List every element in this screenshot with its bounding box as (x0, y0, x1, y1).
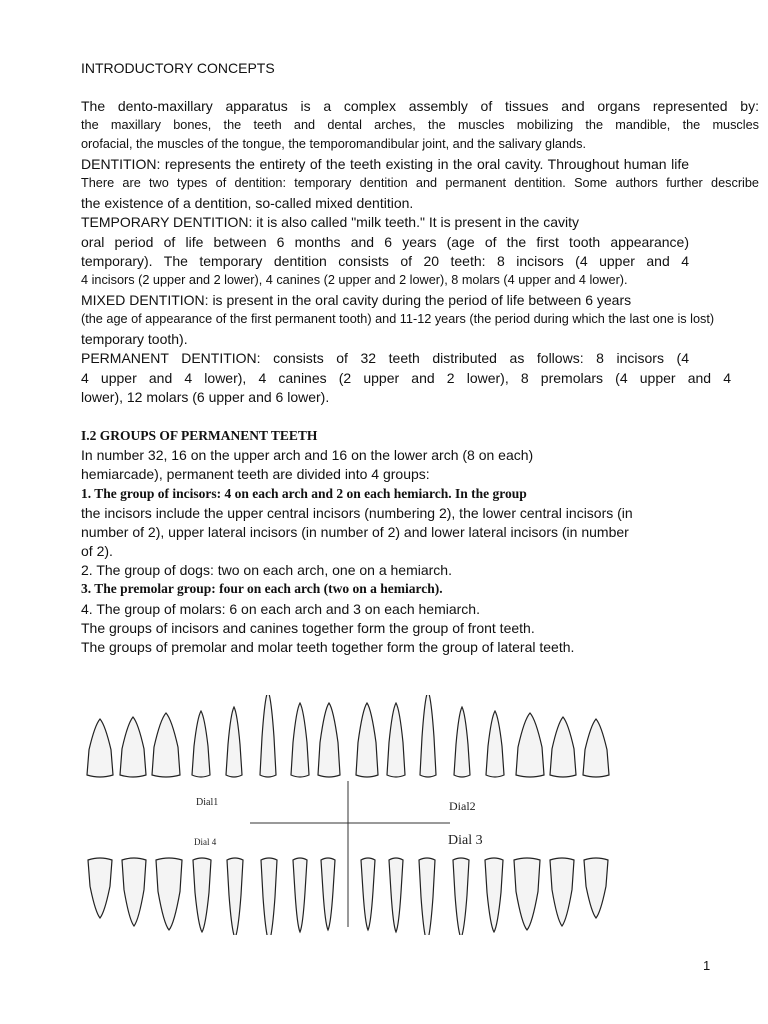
lower-tooth (261, 858, 277, 935)
lower-tooth (453, 858, 469, 935)
upper-arch (87, 695, 609, 777)
body-line: oral period of life between 6 months and 6 years (age of the first tooth appearance) (81, 234, 689, 250)
dial3-label: Dial 3 (448, 833, 483, 848)
body-line: PERMANENT DENTITION: consists of 32 teeth distributed as follows: 8 incisors (4 (81, 350, 689, 366)
upper-tooth (583, 719, 609, 777)
page-number: 1 (703, 958, 711, 973)
body-line: lower), 12 molars (6 upper and 6 lower). (81, 389, 330, 405)
body-line: the maxillary bones, the teeth and dental arches, the muscles mobilizing the mandible, the muscles (81, 118, 759, 132)
upper-tooth (226, 707, 242, 777)
section-line: 2. The group of dogs: two on each arch, one on a hemiarch. (81, 562, 452, 578)
section-line: of 2). (81, 543, 113, 559)
upper-tooth (550, 717, 576, 777)
lower-tooth (293, 858, 307, 932)
body-line: There are two types of dentition: temporary dentition and permanent dentition. Some authors further describe (81, 176, 759, 190)
body-line: TEMPORARY DENTITION: it is also called "milk teeth." It is present in the cavity (81, 214, 580, 230)
lower-tooth (389, 858, 403, 932)
body-line: (the age of appearance of the first permanent tooth) and 11-12 years (the period during which the last one is lost) (81, 312, 715, 326)
section-heading: I.2 GROUPS OF PERMANENT TEETH (81, 428, 318, 443)
upper-tooth (120, 717, 146, 777)
body-line: temporary). The temporary dentition consists of 20 teeth: 8 incisors (4 upper and 4 (81, 253, 689, 269)
body-line: DENTITION: represents the entirety of the teeth existing in the oral cavity. Throughout human life (81, 156, 689, 172)
dentition-diagram (78, 695, 618, 940)
lower-tooth (485, 858, 503, 932)
upper-tooth (356, 703, 378, 777)
section-line: number of 2), upper lateral incisors (in number of 2) and lower lateral incisors (in number (81, 524, 629, 540)
lower-tooth (122, 858, 146, 926)
teeth-illustration (78, 695, 618, 935)
lower-tooth (584, 858, 608, 918)
body-line: 4 upper and 4 lower), 4 canines (2 upper and 2 lower), 8 premolars (4 upper and 4 (81, 370, 731, 386)
body-line: the existence of a dentition, so-called mixed dentition. (81, 195, 414, 211)
section-line: the incisors include the upper central incisors (numbering 2), the lower central incisors (in (81, 505, 633, 521)
body-line: The dento-maxillary apparatus is a complex assembly of tissues and organs represented by: (81, 98, 759, 114)
page-title: INTRODUCTORY CONCEPTS (81, 60, 275, 76)
lower-tooth (88, 858, 112, 918)
lower-tooth (550, 858, 574, 926)
section-line: 1. The group of incisors: 4 on each arch and 2 on each hemiarch. In the group (81, 486, 527, 501)
upper-tooth (516, 713, 544, 777)
lower-tooth (419, 858, 435, 935)
lower-tooth (321, 858, 335, 930)
lower-tooth (193, 858, 211, 932)
section-line: In number 32, 16 on the upper arch and 16 on the lower arch (8 on each) (81, 447, 534, 463)
upper-tooth (260, 695, 276, 777)
upper-tooth (420, 695, 436, 777)
upper-tooth (291, 703, 309, 777)
upper-tooth (387, 703, 405, 777)
upper-tooth (87, 719, 113, 777)
upper-tooth (152, 713, 180, 777)
lower-tooth (156, 858, 182, 930)
lower-tooth (361, 858, 375, 930)
dial1-label: Dial1 (196, 797, 219, 808)
body-line: orofacial, the muscles of the tongue, the temporomandibular joint, and the salivary glands. (81, 137, 586, 151)
body-line: temporary tooth). (81, 331, 188, 347)
upper-tooth (454, 707, 470, 777)
dial2-label: Dial2 (449, 799, 476, 813)
section-line: 4. The group of molars: 6 on each arch and 3 on each hemiarch. (81, 601, 480, 617)
body-line: 4 incisors (2 upper and 2 lower), 4 canines (2 upper and 2 lower), 8 molars (4 upper and 4 lower). (81, 273, 628, 287)
dial4-label: Dial 4 (194, 837, 217, 847)
upper-tooth (192, 711, 210, 777)
body-line: MIXED DENTITION: is present in the oral cavity during the period of life between 6 years (81, 292, 632, 308)
section-line: 3. The premolar group: four on each arch (two on a hemiarch). (81, 581, 443, 596)
section-line: The groups of incisors and canines together form the group of front teeth. (81, 620, 535, 636)
upper-tooth (486, 711, 504, 777)
section-line: hemiarcade), permanent teeth are divided into 4 groups: (81, 466, 430, 482)
upper-tooth (318, 703, 340, 777)
lower-tooth (227, 858, 243, 935)
lower-tooth (514, 858, 540, 930)
section-line: The groups of premolar and molar teeth together form the group of lateral teeth. (81, 639, 575, 655)
